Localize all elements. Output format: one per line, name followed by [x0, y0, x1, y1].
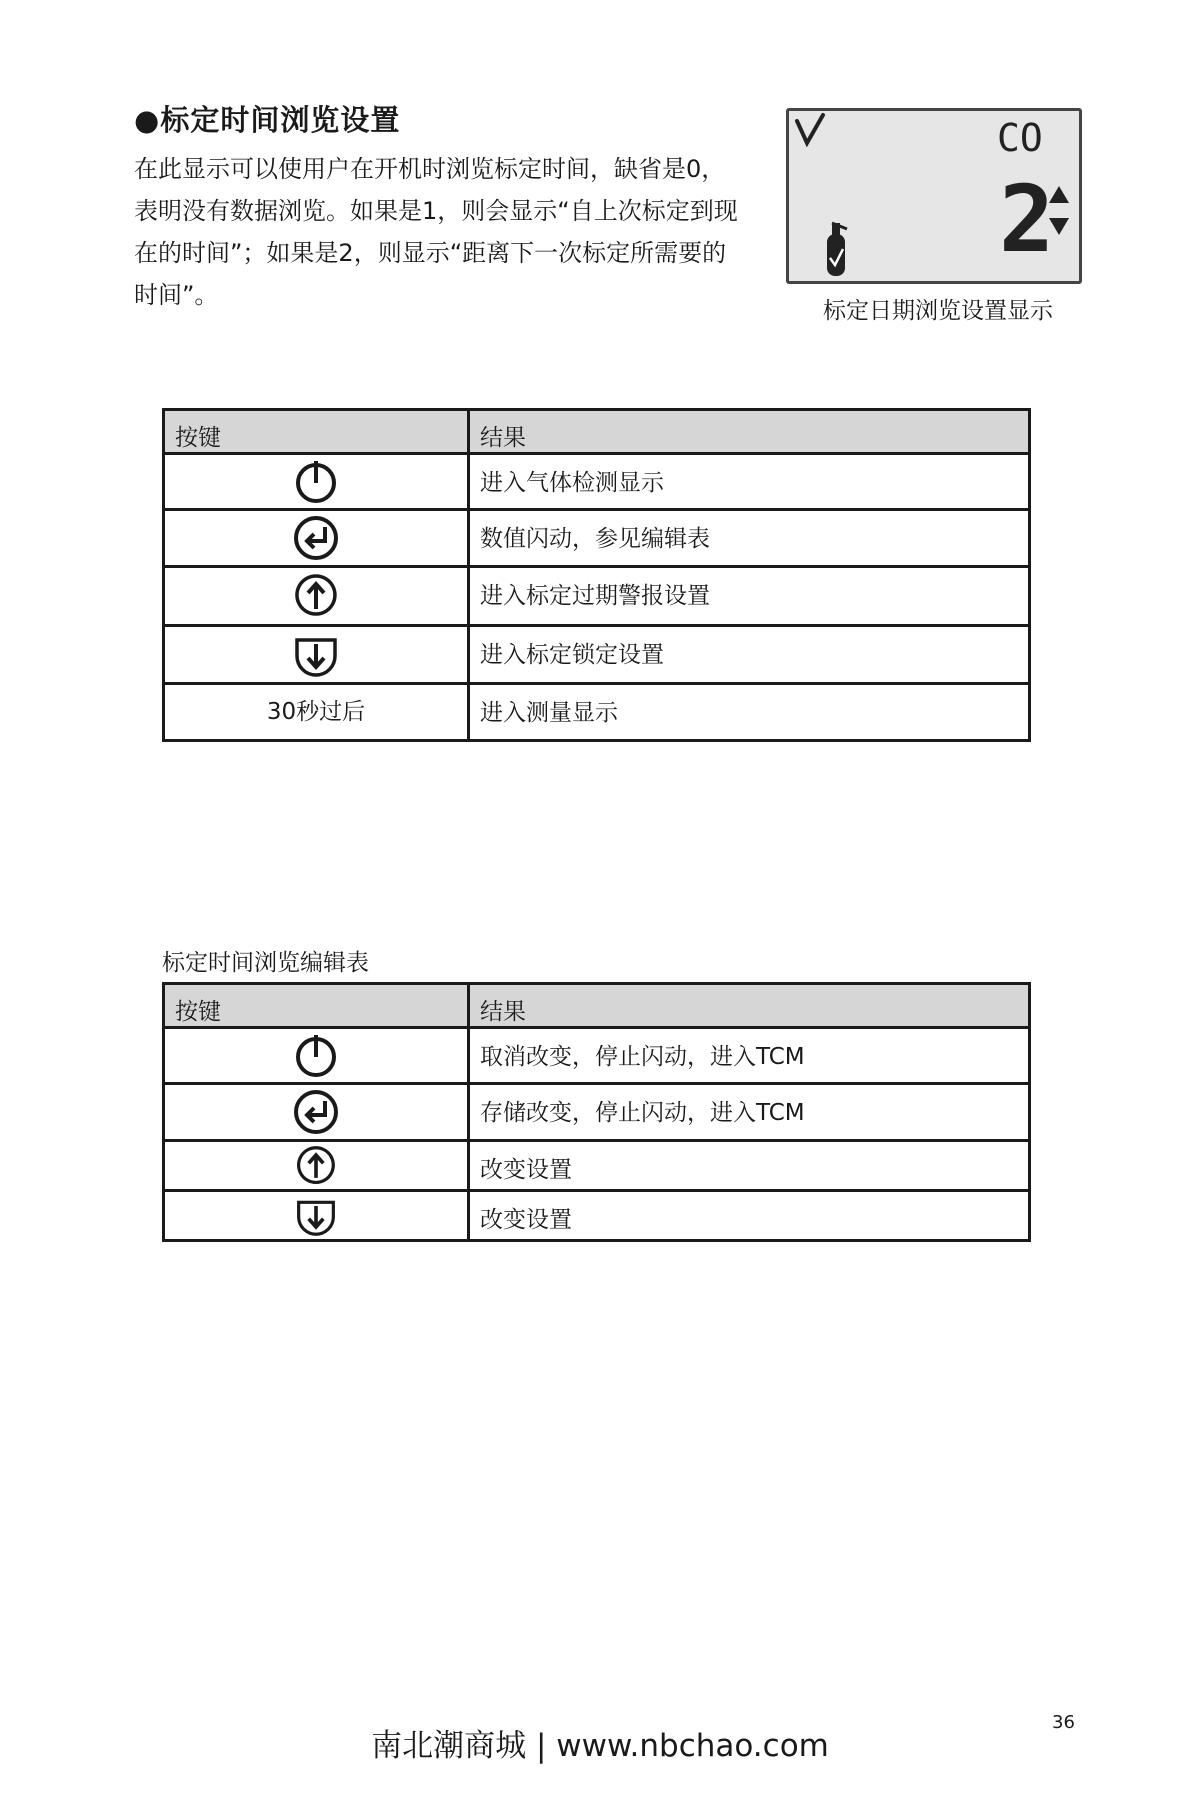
intro-paragraph: [134, 148, 754, 316]
intro-line: 表明没有数据浏览。如果是1，则会显示“自上次标定到现: [134, 197, 738, 225]
result-cell: 进入气体检测显示: [469, 454, 1030, 510]
bullet-icon: ●: [134, 103, 161, 137]
edit-key-result-table: [162, 982, 1031, 1242]
section-title-text: 标定时间浏览设置: [160, 103, 401, 137]
lcd-display: [786, 108, 1082, 284]
up-key-icon: [295, 1145, 337, 1187]
lcd-value-digit: 2: [999, 166, 1055, 273]
result-cell: 进入测量显示: [469, 684, 1030, 741]
lcd-caption: 标定日期浏览设置显示: [823, 298, 1053, 324]
table-row: [164, 454, 1030, 510]
result-cell: 进入标定过期警报设置: [469, 567, 1030, 626]
up-key-icon: [293, 573, 339, 619]
table-row: [164, 626, 1030, 684]
gas-cylinder-check-icon: [827, 223, 847, 276]
header-key: 按键: [164, 410, 469, 454]
header-key: 按键: [164, 984, 469, 1028]
key-cell: [164, 626, 469, 684]
down-key-icon: [295, 1195, 337, 1237]
table-row: [164, 1191, 1030, 1241]
lcd-gas-label: CO: [997, 116, 1043, 160]
down-key-icon: [293, 632, 339, 678]
header-result: 结果: [469, 984, 1030, 1028]
key-cell: [164, 567, 469, 626]
enter-key-icon: [293, 515, 339, 561]
result-cell: 存储改变，停止闪动，进入TCM: [469, 1084, 1030, 1141]
intro-line: 在此显示可以使用户在开机时浏览标定时间，缺省是0，: [134, 155, 726, 183]
check-icon: [797, 115, 823, 143]
result-cell: 改变设置: [469, 1191, 1030, 1241]
table-row: [164, 1141, 1030, 1191]
table-row: [164, 510, 1030, 567]
result-cell: 进入标定锁定设置: [469, 626, 1030, 684]
key-cell: [164, 1084, 469, 1141]
header-result: 结果: [469, 410, 1030, 454]
section-title: [134, 98, 400, 139]
key-cell: [164, 510, 469, 567]
table-header-row: [164, 410, 1030, 454]
table-row: [164, 1084, 1030, 1141]
key-cell: [164, 684, 469, 741]
power-key-icon: [293, 1033, 339, 1079]
table-row: [164, 1028, 1030, 1084]
page-number: 36: [1052, 1712, 1075, 1733]
result-cell: 改变设置: [469, 1141, 1030, 1191]
intro-line: 在的时间”；如果是2，则显示“距离下一次标定所需要的: [134, 239, 727, 267]
enter-key-icon: [293, 1089, 339, 1135]
table-row: [164, 684, 1030, 741]
table-header-row: [164, 984, 1030, 1028]
table-row: [164, 567, 1030, 626]
result-cell: 数值闪动，参见编辑表: [469, 510, 1030, 567]
result-cell: 取消改变，停止闪动，进入TCM: [469, 1028, 1030, 1084]
key-cell: [164, 1141, 469, 1191]
key-cell: [164, 1191, 469, 1241]
key-cell: [164, 1028, 469, 1084]
intro-line: 时间”。: [134, 281, 219, 309]
footer-brand-link[interactable]: 南北潮商城 | www.nbchao.com: [371, 1728, 829, 1764]
key-result-table: [162, 408, 1031, 742]
key-label: 30秒过后: [266, 698, 366, 725]
key-cell: [164, 454, 469, 510]
edit-table-caption: 标定时间浏览编辑表: [162, 950, 369, 976]
power-key-icon: [293, 459, 339, 505]
